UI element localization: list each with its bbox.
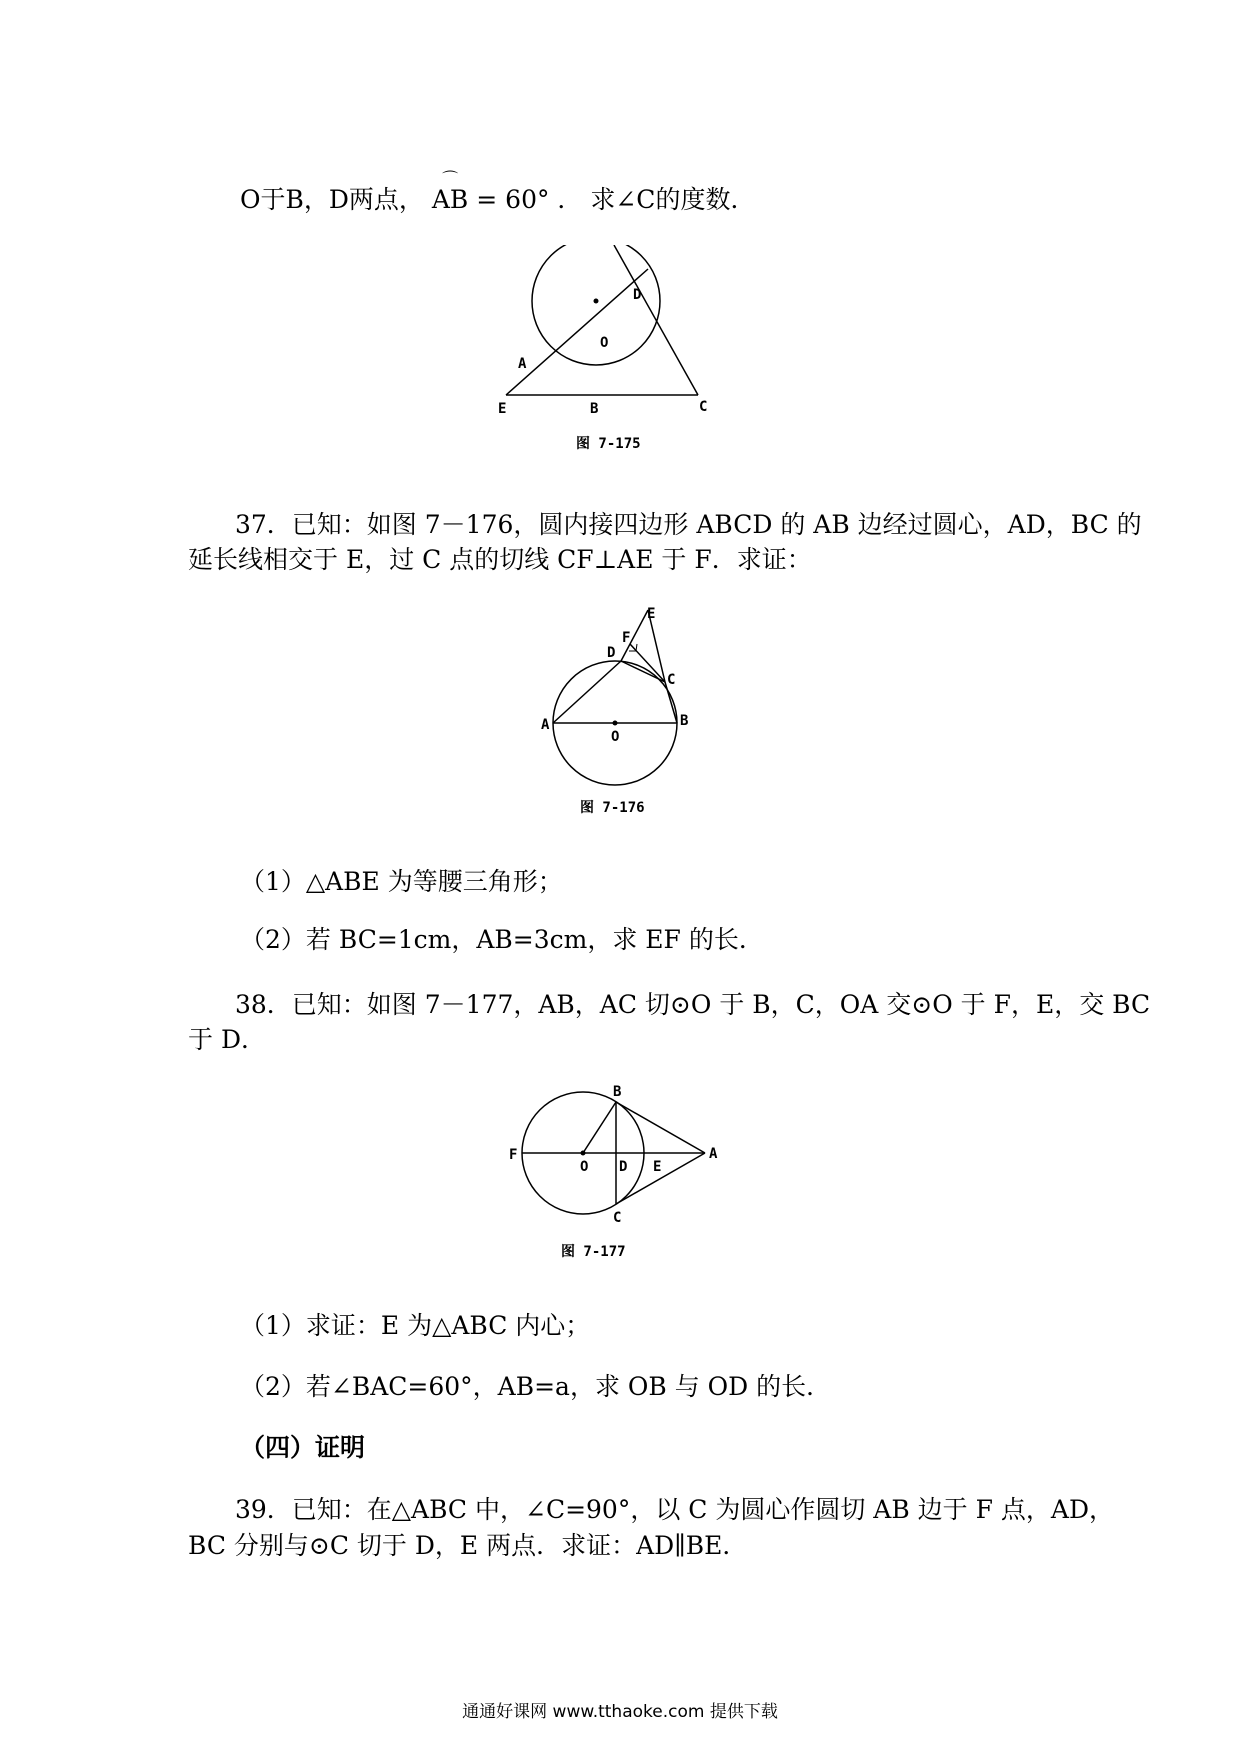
problem-37-sub2: （2）若 BC=1cm，AB=3cm，求 EF 的长． [240,925,764,954]
label-D: D [607,645,616,661]
problem-38-line2: 于 D． [188,1025,266,1054]
figure-7-176 [520,605,720,824]
label-A: A [518,356,527,372]
label-O: O [600,335,609,351]
arc-ab [431,169,469,214]
label-A: A [541,717,550,733]
label-C: C [667,672,676,688]
problem-37-line2: 延长线相交于 E，过 C 点的切线 CF⊥AE 于 F．求证： [188,545,812,574]
label-O: O [611,729,620,745]
figure-7-176-caption: 图 7-176 [580,800,645,816]
section-heading: （四）证明 [240,1433,366,1462]
label-B: B [680,713,689,729]
problem-39-line1: 39．已知：在△ABC 中，∠C=90°，以 C 为圆心作圆切 AB 边于 F 点，AD， [235,1495,1115,1524]
problem-38-line1: 38．已知：如图 7－177，AB，AC 切⊙O 于 B，C，OA 交⊙O 于 F，E，交 BC [235,990,1151,1019]
label-C: C [699,399,708,415]
problem-38-sub1: （1）求证：E 为△ABC 内心； [240,1311,591,1340]
figure-7-177 [495,1070,745,1264]
label-D: D [633,287,642,303]
problem-37-sub1: （1）△ABE 为等腰三角形； [240,867,563,896]
arc-symbol: ⌒ [442,169,459,188]
figure-7-175-svg [490,245,750,455]
problem-38-sub2: （2）若∠BAC=60°，AB=a，求 OB 与 OD 的长． [240,1372,832,1401]
label-B: B [590,401,599,417]
label-E: E [653,1159,662,1175]
problem-36-part2: = 60° ． 求∠C的度数． [476,185,756,214]
label-C: C [613,1210,622,1226]
label-F: F [622,630,631,646]
label-B: B [613,1084,622,1100]
figure-7-175-caption: 图 7-175 [576,436,641,452]
page-footer: 通通好课网 www.tthaoke.com 提供下载 [462,1702,778,1722]
label-E: E [647,606,656,622]
problem-36-part1: O于B，D两点， [240,185,424,214]
figure-7-175 [490,245,750,459]
problem-39-line2: BC 分别与⊙C 切于 D，E 两点．求证：AD∥BE． [188,1531,748,1560]
label-D: D [619,1159,628,1175]
figure-7-177-svg [495,1070,745,1260]
problem-37-line1: 37．已知：如图 7－176，圆内接四边形 ABCD 的 AB 边经过圆心，AD，BC 的 [235,510,1142,539]
label-F: F [509,1147,518,1163]
arc-ab-label: AB [431,185,469,214]
problem-36-text [240,169,756,216]
label-O: O [580,1159,589,1175]
figure-7-176-svg [520,605,720,820]
label-E: E [498,401,507,417]
figure-7-177-caption: 图 7-177 [561,1244,626,1260]
label-A: A [709,1146,718,1162]
